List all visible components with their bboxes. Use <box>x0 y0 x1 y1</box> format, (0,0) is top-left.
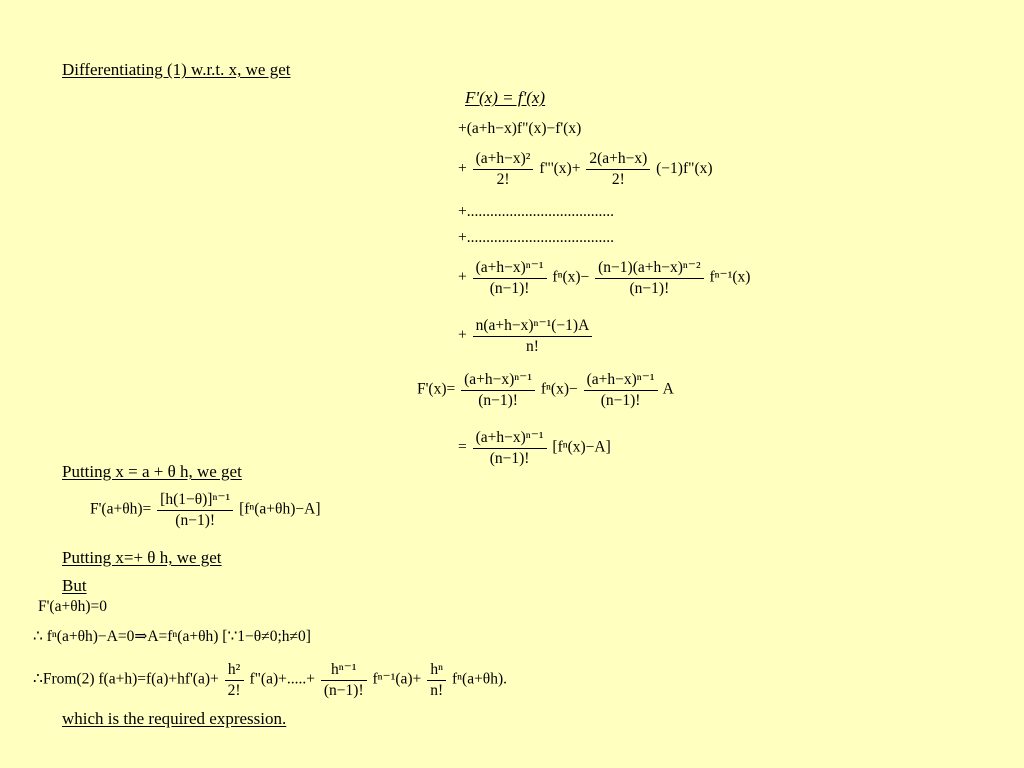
equation-term-n: + $\frac{\text{n(a+h−x)ⁿ⁻¹(−1)A}}{n!}$ <box>458 316 594 356</box>
equation-therefore: ∴ fⁿ(a+θh)−A=0⇒A=fⁿ(a+θh) [∵1−θ≠0;h≠0] <box>33 628 311 645</box>
fraction: $\frac{2(a+h-x)}{2!}$ <box>586 150 650 189</box>
fraction: $\frac{\text{hⁿ⁻¹}}{(n-1)!}$ <box>321 660 367 700</box>
equation-term-1: +(a+h−x)f"(x)−f'(x) <box>458 120 582 137</box>
equation-zero: F'(a+θh)=0 <box>38 598 108 615</box>
equation-ellipsis-2: +...................................... <box>458 229 614 246</box>
fraction: $\frac{\text{(n−1)(a+h−x)ⁿ⁻²}}{(n-1)!}$ <box>595 258 703 298</box>
putting-text-2: Putting x=+ θ h, we get <box>62 548 222 567</box>
equation-term-n-minus-1: + $\frac{\text{(a+h−x)ⁿ⁻¹}}{(n-1)!}$ fⁿ(x)− $\frac{\text{(n−1)(a+h−x)ⁿ⁻²}}{(n-1)!}$ fⁿ⁻¹(x) <box>458 259 751 297</box>
fraction: $\frac{\text{[h(1−θ)]ⁿ⁻¹}}{(n-1)!}$ <box>157 490 233 530</box>
equation-F-equals-f: F'(x) = f'(x) <box>465 88 546 107</box>
putting-text-1: Putting x = a + θ h, we get <box>62 462 242 481</box>
fraction: $\frac{\text{(a+h−x)²}}{2!}$ <box>473 150 534 189</box>
equation-F-prime-result: F'(x)= $\frac{\text{(a+h−x)ⁿ⁻¹}}{(n-1)!}$ fⁿ(x)− $\frac{\text{(a+h−x)ⁿ⁻¹}}{(n-1)!}$ A <box>417 371 674 409</box>
intro-text: Differentiating (1) w.r.t. x, we get <box>62 60 291 79</box>
fraction: $\frac{\text{n(a+h−x)ⁿ⁻¹(−1)A}}{n!}$ <box>473 316 593 356</box>
equation-term-2: + $\frac{\text{(a+h−x)²}}{2!}$ f"'(x)+ $\frac{2(a+h-x)}{2!}$ (−1)f"(x) <box>458 150 713 188</box>
fraction: $\frac{\text{h²}}{2!}$ <box>225 661 244 700</box>
fraction: $\frac{\text{hⁿ}}{n!}$ <box>427 661 446 700</box>
fraction: $\frac{\text{(a+h−x)ⁿ⁻¹}}{(n-1)!}$ <box>473 258 547 298</box>
equation-ellipsis-1: +...................................... <box>458 203 614 220</box>
fraction: $\frac{\text{(a+h−x)ⁿ⁻¹}}{(n-1)!}$ <box>473 428 547 468</box>
but-text: But <box>62 576 87 595</box>
fraction: $\frac{\text{(a+h−x)ⁿ⁻¹}}{(n-1)!}$ <box>461 370 535 410</box>
equation-taylor-result: ∴From(2) f(a+h)=f(a)+hf'(a)+ $\frac{\text{h²}}{2!}$ f"(a)+.....+ $\frac{\text{hⁿ⁻¹}}{(n-1)!}$ fⁿ⁻¹(a)+ $\frac{\text{hⁿ}}{n!}$ fⁿ(a+θh). <box>33 660 508 699</box>
conclusion-text: which is the required expression. <box>62 709 287 728</box>
equation-simplified: = $\frac{\text{(a+h−x)ⁿ⁻¹}}{(n-1)!}$ [fⁿ(x)−A] <box>458 429 611 467</box>
equation-theta: F'(a+θh)= $\frac{\text{[h(1−θ)]ⁿ⁻¹}}{(n-1)!}$ [fⁿ(a+θh)−A] <box>90 491 321 529</box>
fraction: $\frac{\text{(a+h−x)ⁿ⁻¹}}{(n-1)!}$ <box>584 370 658 410</box>
